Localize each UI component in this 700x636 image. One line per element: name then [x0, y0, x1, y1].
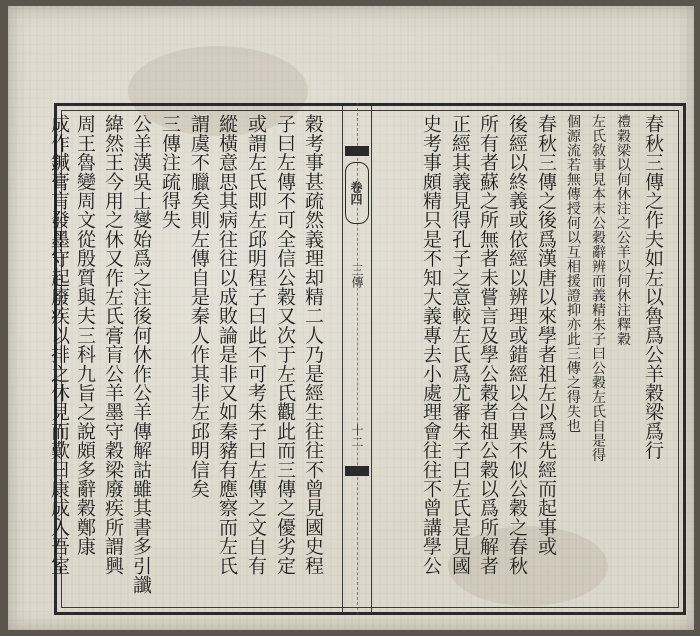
- text-column-7: 所有者蘇之所無者未嘗言及學公穀者祖公穀以爲所解者: [477, 114, 499, 575]
- text-column-1: 春秋三傳之作夫如左以魯爲公羊穀梁爲行: [642, 114, 664, 460]
- strip-line-left: [342, 106, 343, 612]
- strip-line-right: [371, 106, 372, 612]
- text-column-9: 史考事頗精只是不知大義專去小處理會往往不曾講學公: [420, 114, 442, 575]
- text-column-4: 個源流若無傳授何以互相援證抑亦此三傳之得失也: [565, 114, 581, 433]
- text-column-11: 子曰左傳不可全信公穀又次于左氏觀此而三傳之優劣定: [274, 114, 296, 575]
- text-column-2: 禮穀梁以何休注之公羊以何休注釋穀: [615, 114, 631, 346]
- center-strip: [342, 106, 372, 612]
- text-column-8: 正經其義見得孔子之意較左氏爲尤審朱子曰左氏是見國: [449, 114, 471, 575]
- page-number: 十二: [350, 424, 364, 448]
- fishtail-mark-lower: [345, 466, 369, 476]
- text-column-17: 緯然王今用之休又作左氏膏肓公羊墨守穀梁廢疾所謂興: [102, 114, 124, 575]
- text-column-15: 三傳注疏得失: [159, 114, 181, 230]
- text-column-18: 周王魯變周文從殷質與夫三科九旨之說頗多辭穀鄭康: [74, 114, 96, 556]
- section-label: 三傳: [350, 264, 364, 288]
- text-column-14: 謂虞不臘矣則左傳自是秦人作其非左邱明信矣: [188, 114, 210, 498]
- volume-label: 卷四: [345, 162, 369, 224]
- text-column-19: 成作鍼膏肓發墨守起廢疾以排之休見而歎曰康成入吾室: [48, 114, 70, 575]
- text-column-13: 縱橫意思其病往往以成敗論是非又如秦豬有應察而左氏: [216, 114, 238, 575]
- text-column-5: 春秋三傳之後爲漢唐以來學者祖左以爲先經而起事或: [535, 114, 557, 556]
- text-column-16: 公羊漢吳士燮始爲之注後何休作公羊傳解詁雖其書多引讖: [130, 114, 152, 594]
- text-column-3: 左氏敘事見本末公穀辭辨而義精朱子曰公穀左氏自是得: [590, 114, 606, 462]
- document-page: [8, 6, 694, 630]
- fishtail-mark-upper: [345, 146, 369, 156]
- text-column-6: 後經以終義或依經以辨理或錯經以合異不似公穀之春秋: [506, 114, 528, 575]
- text-column-12: 或謂左氏即左邱明程子曰此不可考朱子曰左傳之文自有: [245, 114, 267, 575]
- text-column-10: 穀考事甚疏然義理却精二人乃是經生往往不曾見國史程: [302, 114, 324, 575]
